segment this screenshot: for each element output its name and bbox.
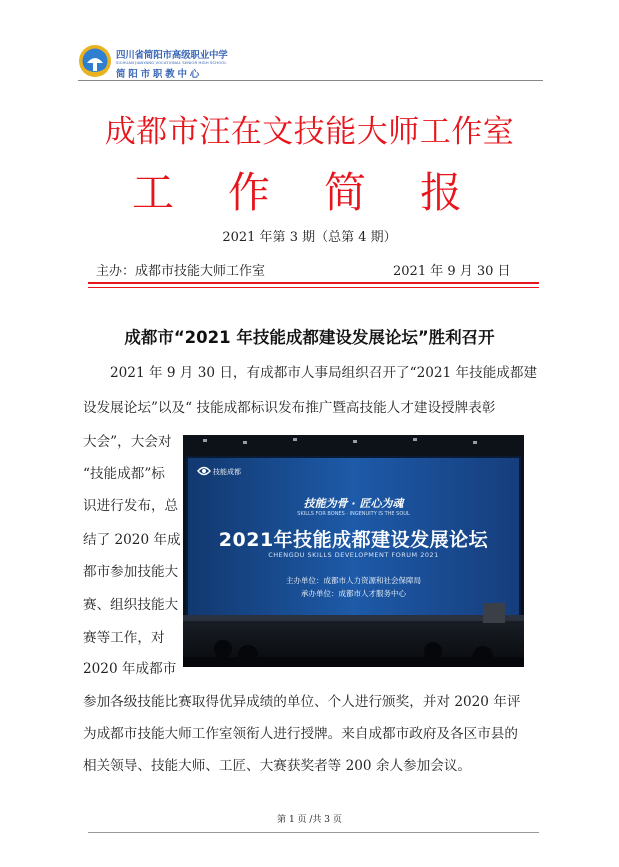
report-title (132, 160, 462, 220)
skills-chengdu-logo-text: 技能成都 (213, 468, 241, 476)
report-title-char: 报 (419, 168, 462, 217)
header-divider (78, 80, 543, 81)
school-name-en: SICHUAN JIANYANG VOCATIONAL SENIOR HIGH SCHOOL (116, 60, 227, 65)
skills-chengdu-logo-icon (197, 465, 211, 477)
forum-host: 主办单位：成都市人力资源和社会保障局 (286, 576, 421, 585)
organizer: 主办：成都市技能大师工作室 (96, 264, 266, 279)
article-line: 相关领导、技能大师、工匠、大赛获奖者等 200 余人参加会议。 (83, 758, 472, 774)
article-line: 赛、组织技能大 (83, 597, 179, 613)
article-line: 都市参加技能大 (83, 564, 179, 580)
article-line: 为成都市技能大师工作室领衔人进行授牌。来自成都市政府及各区市县的 (83, 726, 518, 742)
article-line: 大会”，大会对 (83, 434, 172, 450)
article-line: 参加各级技能比赛取得优异成绩的单位、个人进行颁奖，并对 2020 年评 (83, 694, 521, 710)
article-line: 2020 年成都市 (83, 661, 177, 677)
article-line: 2021 年 9 月 30 日，有成都市人事局组织召开了“2021 年技能成都建 (110, 365, 538, 381)
article-headline: 成都市“2021 年技能成都建设发展论坛”胜利召开 (124, 328, 495, 347)
report-title-char: 作 (227, 168, 270, 217)
forum-title: 2021年技能成都建设发展论坛 (218, 529, 489, 551)
forum-slogan: 技能为骨 · 匠心为魂 (303, 497, 404, 510)
footer-divider (88, 832, 539, 833)
title-divider-thin (88, 287, 539, 288)
school-name: 四川省简阳市高级职业中学 (116, 50, 228, 61)
report-title-char: 工 (132, 168, 175, 217)
article-line: 赛等工作，对 (83, 630, 165, 646)
title-divider-thick (88, 282, 539, 284)
forum-slogan-en: SKILLS FOR BONES · INGENUITY IS THE SOUL (297, 511, 410, 517)
forum-photo (183, 435, 524, 667)
school-subtitle: 简阳市职教中心 (116, 69, 203, 80)
article-line: “技能成都”标 (83, 466, 165, 482)
article-line: 识进行发布，总 (83, 498, 179, 514)
school-emblem-icon (78, 44, 112, 78)
studio-title: 成都市汪在文技能大师工作室 (104, 114, 515, 150)
report-title-char: 简 (323, 168, 366, 217)
forum-organizer: 承办单位：成都市人才服务中心 (301, 589, 406, 598)
forum-title-en: CHENGDU SKILLS DEVELOPMENT FORUM 2021 (268, 551, 439, 559)
publish-date: 2021 年 9 月 30 日 (393, 264, 511, 279)
article-line: 结了 2020 年成 (83, 532, 181, 548)
issue-number: 2021 年第 3 期（总第 4 期） (222, 230, 397, 245)
page-number: 第 1 页 /共 3 页 (277, 815, 342, 825)
article-line: 设发展论坛”以及“ 技能成都标识发布推广暨高技能人才建设授牌表彰 (83, 400, 496, 416)
